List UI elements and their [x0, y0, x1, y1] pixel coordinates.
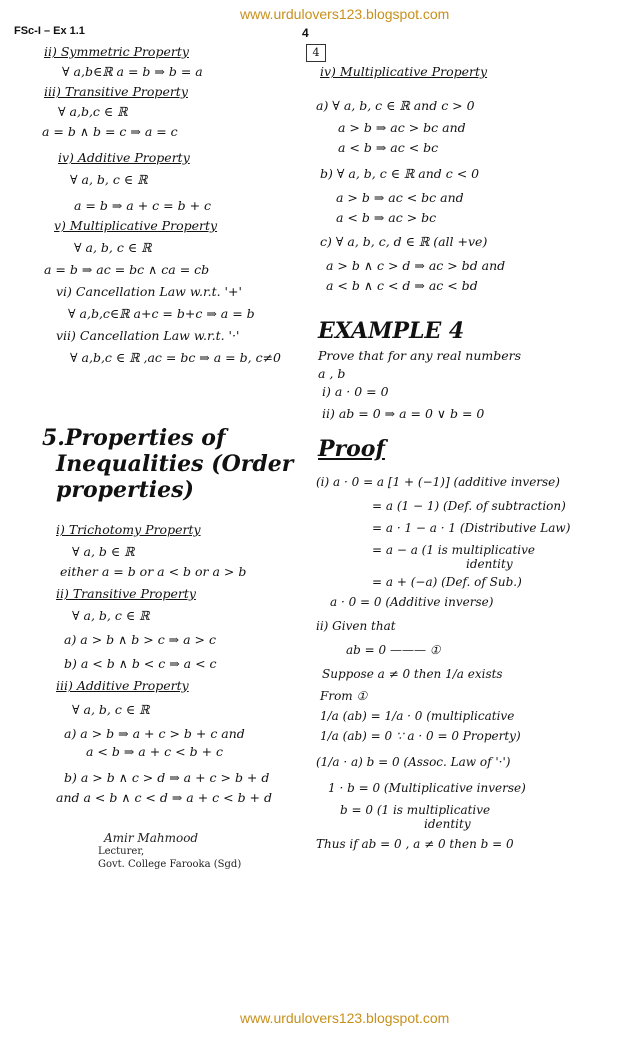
left-line: a = b ⇒ a + c = b + c [74, 198, 212, 213]
signature-title: Lecturer, [98, 846, 145, 857]
proof-line: 1/a (ab) = 1/a · 0 (multiplicative [320, 709, 515, 723]
right-line: ii) ab = 0 ⇒ a = 0 ∨ b = 0 [322, 406, 485, 421]
example-statement [318, 348, 636, 426]
right-line: a < b ∧ c < d ⇒ ac < bd [326, 278, 478, 293]
boxed-number: 4 [306, 44, 326, 62]
left-line: a) a > b ∧ b > c ⇒ a > c [64, 632, 216, 647]
proof-line: identity [424, 817, 471, 831]
left-line: ∀ a, b, c ∈ ℝ [70, 172, 148, 187]
chapter-label: FSc-I – Ex 1.1 [14, 25, 85, 37]
right-column [316, 64, 634, 298]
right-line: i) a · 0 = 0 [322, 384, 389, 399]
left-line: i) Trichotomy Property [56, 522, 201, 537]
section-heading-line: Inequalities (Order [56, 451, 294, 477]
signature-block [98, 832, 298, 871]
proof-line: (i) a · 0 = a [1 + (−1)] (additive inverse) [316, 475, 560, 489]
left-line: ii) Symmetric Property [44, 44, 189, 59]
proof-line: 1/a (ab) = 0 ∵ a · 0 = 0 Property) [320, 729, 521, 743]
left-line: a) a > b ⇒ a + c > b + c and [64, 726, 245, 741]
signature-name: Amir Mahmood [104, 831, 199, 845]
left-line: iii) Additive Property [56, 678, 189, 693]
left-line: b) a < b ∧ b < c ⇒ a < c [64, 656, 217, 671]
left-column [44, 44, 314, 368]
right-line: iv) Multiplicative Property [320, 64, 488, 79]
right-line: a > b ⇒ ac > bc and [338, 120, 466, 135]
left-line: ∀ a, b ∈ ℝ [72, 544, 135, 559]
proof-title: Proof [318, 436, 385, 462]
proof-line: = a − a (1 is multiplicative [372, 543, 535, 557]
right-line: a) ∀ a, b, c ∈ ℝ and c > 0 [316, 98, 475, 113]
left-line: ∀ a,b∈ℝ a = b ⇒ b = a [62, 64, 203, 79]
top-url[interactable]: www.urdulovers123.blogspot.com [240, 6, 450, 22]
proof-line: Thus if ab = 0 , a ≠ 0 then b = 0 [316, 837, 514, 851]
right-line: a > b ⇒ ac < bc and [336, 190, 464, 205]
bottom-url[interactable]: www.urdulovers123.blogspot.com [240, 1010, 450, 1026]
left-line: ∀ a, b, c ∈ ℝ [72, 608, 150, 623]
proof-line: ab = 0 ——— ① [346, 643, 441, 657]
left-line: ∀ a,b,c ∈ ℝ ,ac = bc ⇒ a = b, c≠0 [70, 350, 281, 365]
left-line: ∀ a,b,c∈ℝ a+c = b+c ⇒ a = b [68, 306, 255, 321]
signature-college: Govt. College Farooka (Sgd) [98, 859, 242, 870]
left-line: vi) Cancellation Law w.r.t. '+' [56, 284, 242, 299]
proof-line: ii) Given that [316, 619, 396, 633]
left-column-lower [56, 522, 316, 810]
left-line: and a < b ∧ c < d ⇒ a + c < b + d [56, 790, 273, 805]
proof-line: = a + (−a) (Def. of Sub.) [372, 575, 522, 589]
left-line: ∀ a, b, c ∈ ℝ [74, 240, 152, 255]
proof-line: = a (1 − 1) (Def. of subtraction) [372, 499, 566, 513]
right-line: c) ∀ a, b, c, d ∈ ℝ (all +ve) [320, 234, 488, 249]
left-line: a = b ⇒ ac = bc ∧ ca = cb [44, 262, 210, 277]
left-line: ∀ a, b, c ∈ ℝ [72, 702, 150, 717]
proof-line: = a · 1 − a · 1 (Distributive Law) [372, 521, 571, 535]
right-line: a < b ⇒ ac > bc [336, 210, 437, 225]
right-line: a < b ⇒ ac < bc [338, 140, 439, 155]
proof-line: 1 · b = 0 (Multiplicative inverse) [328, 781, 526, 795]
left-line: either a = b or a < b or a > b [60, 564, 247, 579]
proof-body [316, 474, 636, 856]
left-line: ii) Transitive Property [56, 586, 196, 601]
left-line: ∀ a,b,c ∈ ℝ [58, 104, 128, 119]
proof-line: From ① [320, 689, 368, 703]
left-line: v) Multiplicative Property [54, 218, 218, 233]
left-line: a = b ∧ b = c ⇒ a = c [42, 124, 178, 139]
right-line: b) ∀ a, b, c ∈ ℝ and c < 0 [320, 166, 480, 181]
page-number: 4 [302, 26, 309, 40]
example-title: EXAMPLE 4 [318, 318, 465, 344]
left-line: iv) Additive Property [58, 150, 190, 165]
proof-line: (1/a · a) b = 0 (Assoc. Law of '·') [316, 755, 511, 769]
proof-line: b = 0 (1 is multiplicative [340, 803, 491, 817]
proof-line: Suppose a ≠ 0 then 1/a exists [322, 667, 503, 681]
right-line: Prove that for any real numbers [318, 348, 522, 363]
left-line: b) a > b ∧ c > d ⇒ a + c > b + d [64, 770, 270, 785]
right-line: a > b ∧ c > d ⇒ ac > bd and [326, 258, 506, 273]
proof-line: identity [466, 557, 513, 571]
left-line: vii) Cancellation Law w.r.t. '·' [56, 328, 240, 343]
left-line: iii) Transitive Property [44, 84, 188, 99]
proof-line: a · 0 = 0 (Additive inverse) [330, 595, 494, 609]
left-line: a < b ⇒ a + c < b + c [86, 744, 224, 759]
section-heading-line: 5.Properties of [42, 425, 226, 451]
right-line: a , b [318, 366, 346, 381]
section-heading-line: properties) [56, 477, 194, 503]
section-heading [42, 425, 312, 503]
